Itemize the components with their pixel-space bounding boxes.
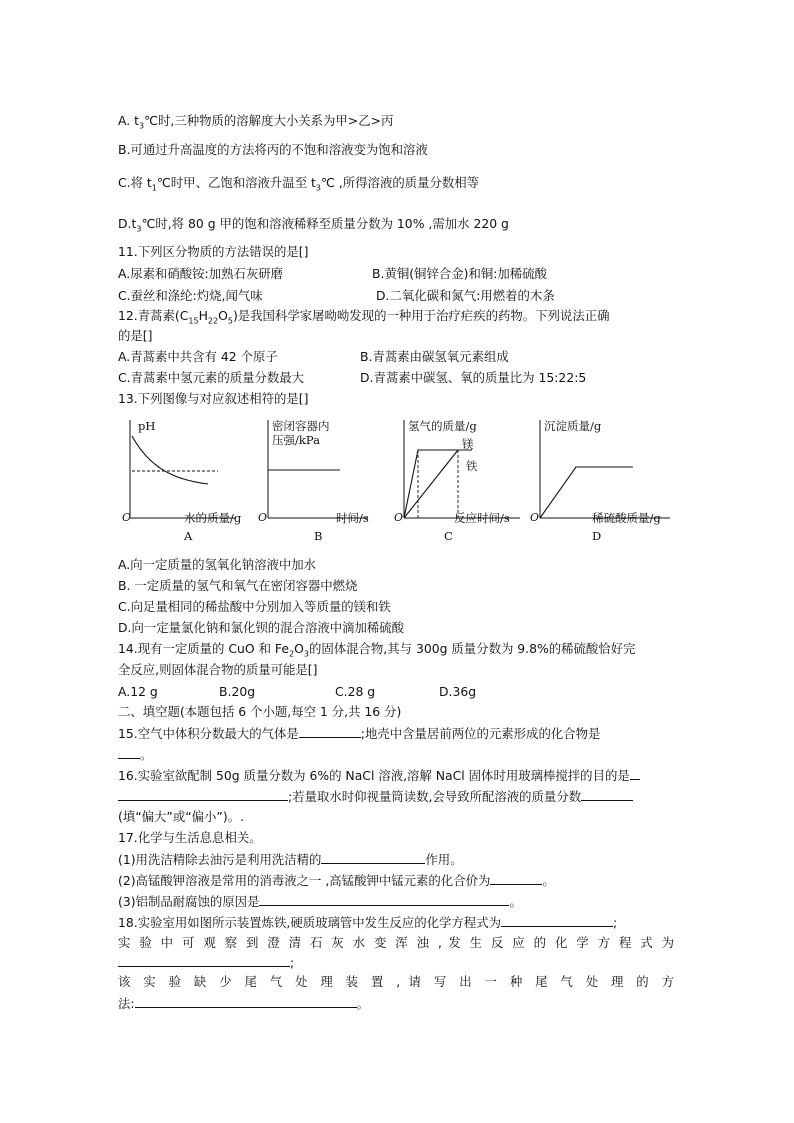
q18-blank-1[interactable] [501,913,613,927]
q11-option-b: B.黄铜(铜锌合金)和铜:加稀硫酸 [372,266,547,281]
q17-sub1: (1)用洗洁精除去油污是利用洗洁精的 作用。 [118,852,463,867]
graph-c-fe-line [404,450,458,518]
q13-graphs [118,408,678,548]
q17-stem: 17.化学与生活息息相关。 [118,830,262,845]
q13-option-a: A.向一定质量的氢氧化钠溶液中加水 [118,557,317,572]
graph-c-xlabel: 反应时间/s [454,511,510,525]
q12-option-a: A.青蒿素中共含有 42 个原子 [118,349,278,364]
q13-option-c: C.向足量相同的稀盐酸中分别加入等质量的镁和铁 [118,599,391,614]
q11-option-a: A.尿素和硝酸铵:加熟石灰研磨 [118,266,284,281]
graph-b [258,419,369,543]
q12-stem-line2: 的是[] [118,328,153,343]
graph-c-caption: C [444,529,453,543]
q14-option-c: C.28 g [335,684,376,699]
q10-option-b: B.可通过升高温度的方法将丙的不饱和溶液变为饱和溶液 [118,142,428,157]
q18-line1: 18.实验室用如图所示装置炼铁,硬质玻璃管中发生反应的化学方程式为 ; [118,915,618,930]
q16-blank-2[interactable] [581,787,633,801]
graph-c [394,419,520,543]
q10-option-c: C.将 $t_1℃$时甲、乙饱和溶液升温至 $t_3℃$ ,所得溶液的质量分数相等 [118,175,480,193]
q18-blank-2[interactable] [118,953,290,967]
q16-line2: ;若量取水时仰视量筒读数,会导致所配溶液的质量分数 [118,787,633,805]
q12-option-b: B.青蒿素由碳氢氧元素组成 [360,349,509,364]
q13-option-d: D.向一定量氯化钠和氯化钡的混合溶液中滴加稀硫酸 [118,620,405,635]
graph-c-mg-line [404,450,472,518]
q16-blank-1a[interactable] [630,766,640,780]
q10-option-d: $D.t_3℃$时,将 80 g 甲的饱和溶液稀释至质量分数为 10% ,需加水 220 g [118,216,509,234]
graph-d-xlabel: 稀硫酸质量/g [592,511,661,525]
q14-stem: 14.现有一定质量的 CuO 和 $Fe_2O_3$的固体混合物,其与 300g 质量分数为 9.8%的稀硫酸恰好完 [118,641,636,659]
graph-a-ylabel: pH [138,419,156,433]
q11-stem: 11.下列区分物质的方法错误的是[] [118,244,309,259]
graph-b-ylabel-1: 密闭容器内 [272,419,330,433]
q17-blank-1[interactable] [321,850,425,864]
graph-a-caption: A [184,529,193,543]
graph-c-origin: O [394,511,404,524]
graph-d-origin: O [530,511,540,524]
q13-option-b: B. 一定质量的氢气和氧气在密闭容器中燃烧 [118,578,358,593]
q12-option-d: D.青蒿素中碳氢、氧的质量比为 15:22:5 [360,370,587,385]
graph-a-xlabel: 水的质量/g [184,511,242,525]
graph-d-caption: D [592,529,602,543]
q14-option-d: D.36g [439,684,477,699]
q11-option-d: D.二氧化碳和氮气:用燃着的木条 [376,288,555,303]
graph-b-caption: B [314,529,323,543]
graph-a [122,419,242,543]
graph-b-origin: O [258,511,268,524]
q16-line1: 16.实验室欲配制 50g 质量分数为 6%的 NaCl 溶液,溶解 NaCl 固体时用玻璃棒搅拌的目的是 [118,766,640,784]
q15-line1: 15.空气中体积分数最大的气体是 ;地壳中含量居前两位的元素形成的化合物是 [118,726,601,741]
q13-stem: 13.下列图像与对应叙述相符的是[] [118,391,309,406]
q17-blank-3[interactable] [259,892,509,906]
section-heading: 二、填空题(本题包括 6 个小题,每空 1 分,共 16 分) [118,704,402,719]
graph-a-curve [132,436,208,484]
q15-line2: 。 [118,745,152,763]
q14-option-b: B.20g [219,684,256,699]
graph-a-origin: O [122,511,132,524]
q13-graphs-svg [118,408,678,548]
q12-option-c: C.青蒿素中氢元素的质量分数最大 [118,370,305,385]
graph-c-series-fe: 铁 [466,459,478,473]
q17-sub3: (3)铝制品耐腐蚀的原因是 。 [118,894,522,909]
q14-stem-line2: 全反应,则固体混合物的质量可能是[] [118,662,318,677]
q18-line3: ; [118,953,294,971]
q10-option-a: A. $t_3℃$时,三种物质的溶解度大小关系为甲>乙>丙 [118,113,394,131]
q12-stem: 12.青蒿素$(C_{15}H_{22}O_5)$是我国科学家屠呦呦发现的一种用于治疗疟疾的药物。下列说法正确 [118,308,610,326]
q16-blank-1b[interactable] [118,787,288,801]
q17-sub2: (2)高锰酸钾溶液是常用的消毒液之一 ,高锰酸钾中锰元素的化合价为 。 [118,873,555,888]
q16-line3: (填“偏大”或“偏小”)。. [118,809,245,824]
q18-blank-3[interactable] [135,994,357,1008]
graph-c-ylabel: 氢气的质量/g [408,419,477,433]
q14-option-a: A.12 g [118,684,158,699]
q18-line4: 该 实 验 缺 少 尾 气 处 理 装 置 , 请 写 出 一 种 尾 气 处 理 的 方 [118,974,674,989]
graph-d-ylabel: 沉淀质量/g [544,419,602,433]
graph-d [530,419,670,543]
q18-line5: 法: 。 [118,996,369,1011]
graph-b-xlabel: 时间/s [336,511,369,525]
q15-blank-2[interactable] [118,745,140,759]
q17-blank-2[interactable] [490,871,542,885]
q18-line2: 实 验 中 可 观 察 到 澄 清 石 灰 水 变 浑 浊 , 发 生 反 应 的 化 学 方 程 式 为 [118,935,674,950]
q15-blank-1[interactable] [299,724,361,738]
q11-option-c: C.蚕丝和涤纶:灼烧,闻气味 [118,288,263,303]
graph-b-ylabel-2: 压强/kPa [272,433,320,447]
graph-c-series-mg: 镁 [462,437,474,451]
